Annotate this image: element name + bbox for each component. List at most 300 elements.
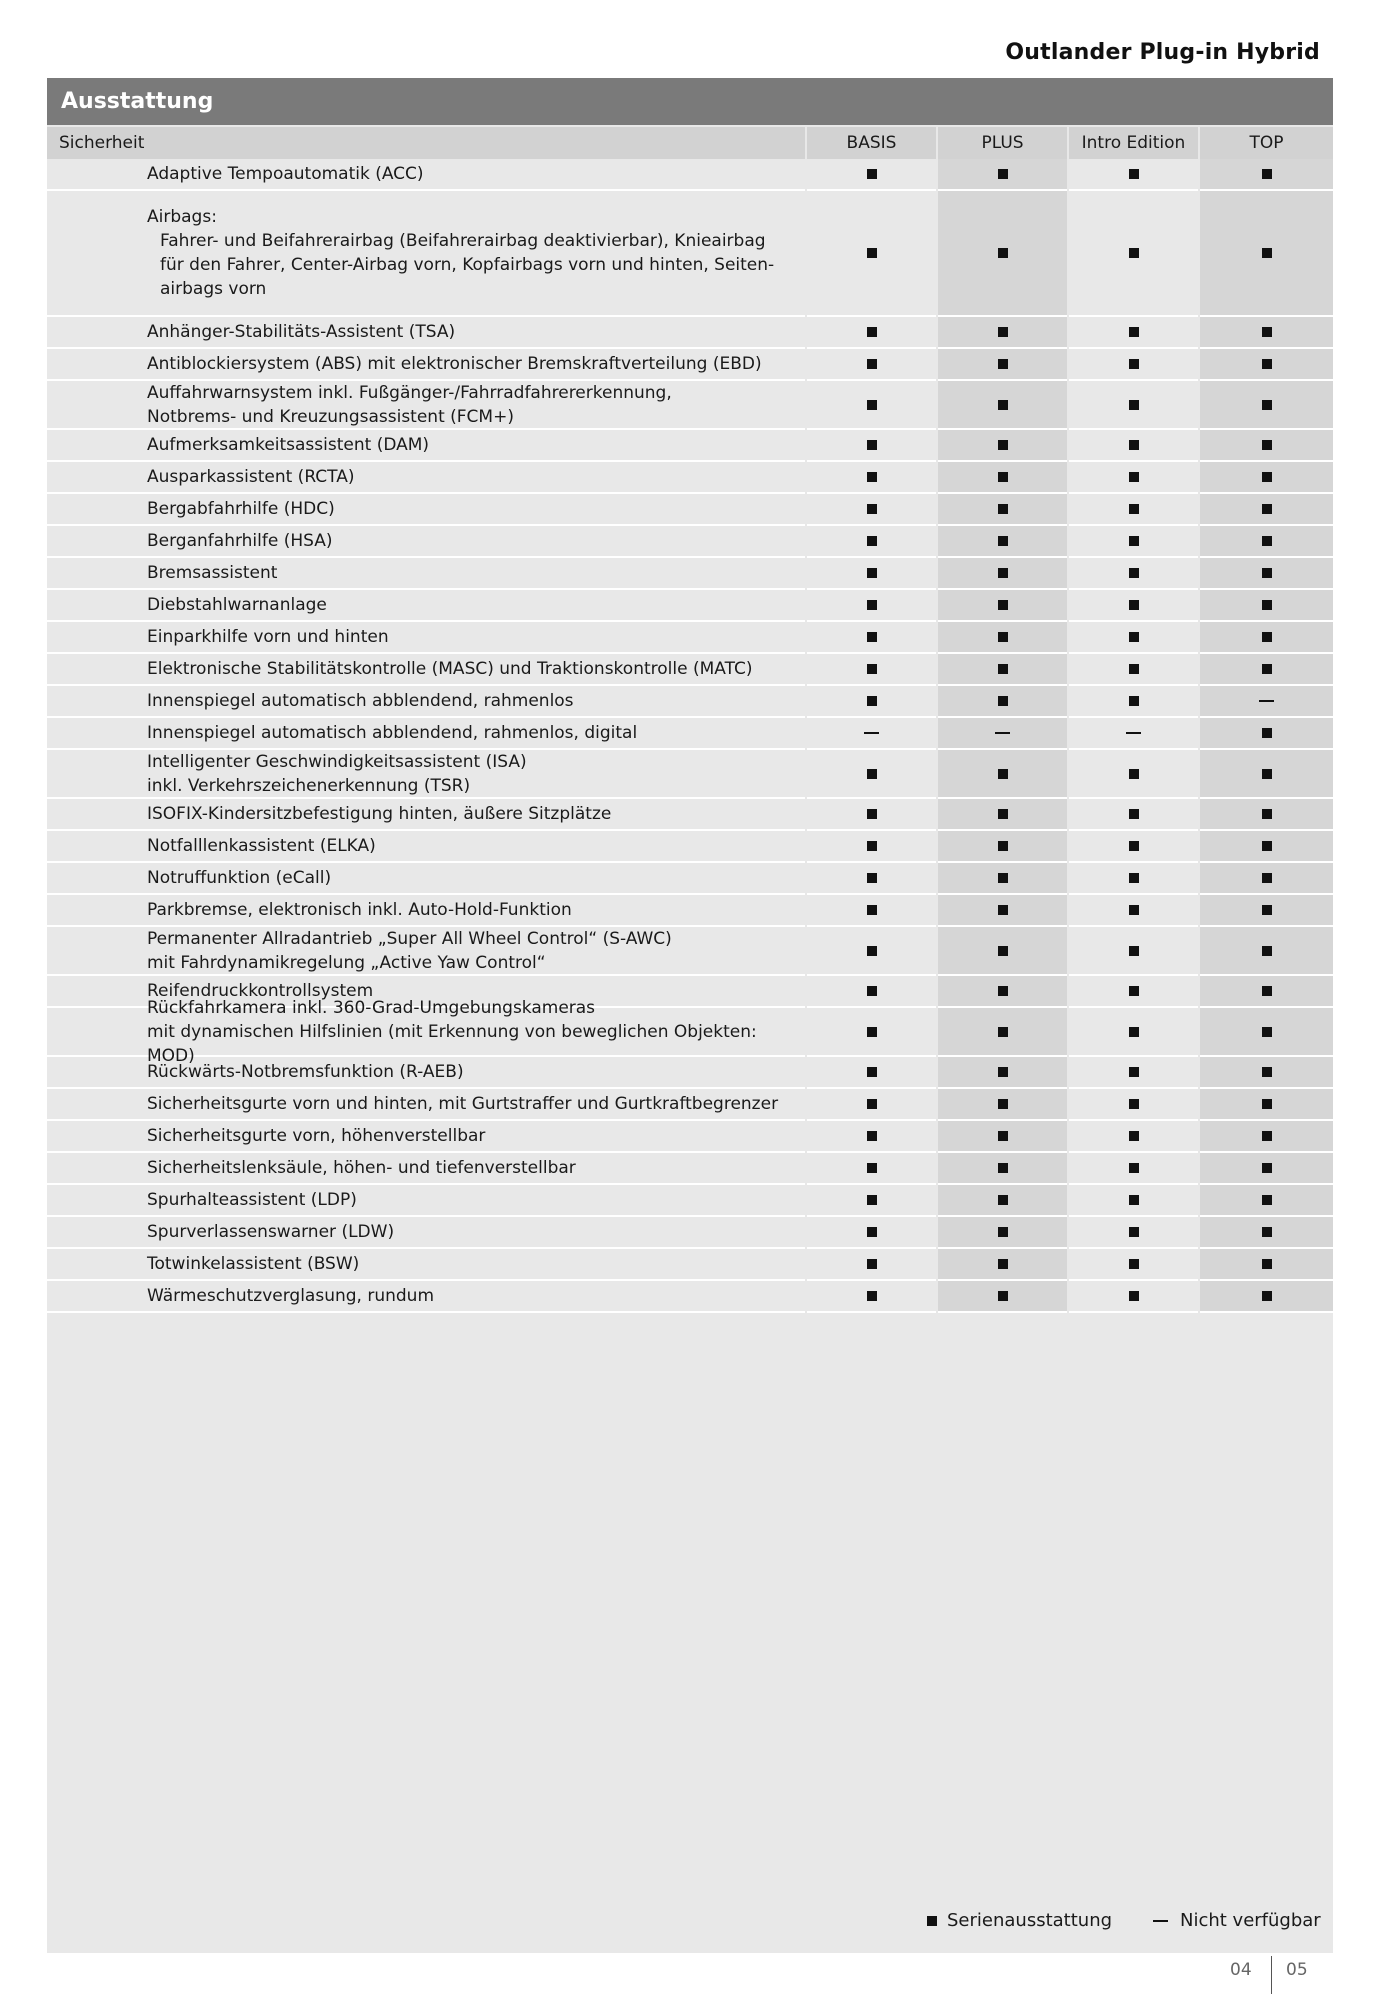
standard-square-icon xyxy=(1129,440,1139,450)
availability-top xyxy=(1200,494,1333,526)
feature-label xyxy=(47,558,805,590)
standard-square-icon xyxy=(867,841,877,851)
table-row xyxy=(47,1281,1333,1313)
standard-square-icon xyxy=(1262,632,1272,642)
standard-square-icon xyxy=(1262,986,1272,996)
standard-square-icon xyxy=(867,1195,877,1205)
table-row xyxy=(47,1057,1333,1089)
availability-basis xyxy=(807,799,936,831)
feature-label xyxy=(47,718,805,750)
feature-label xyxy=(47,831,805,863)
availability-basis xyxy=(807,381,936,430)
table-row xyxy=(47,1217,1333,1249)
availability-top xyxy=(1200,654,1333,686)
standard-square-icon xyxy=(867,327,877,337)
standard-square-icon xyxy=(998,946,1008,956)
availability-plus xyxy=(938,1281,1067,1313)
not-available-dash-icon xyxy=(995,732,1010,734)
availability-basis xyxy=(807,558,936,590)
availability-intro-edition xyxy=(1069,976,1198,1008)
availability-basis xyxy=(807,494,936,526)
standard-square-icon xyxy=(1262,1195,1272,1205)
standard-square-icon xyxy=(998,1131,1008,1141)
standard-square-icon xyxy=(1129,696,1139,706)
table-row xyxy=(47,1089,1333,1121)
feature-label xyxy=(47,430,805,462)
standard-square-icon xyxy=(1262,1099,1272,1109)
availability-basis xyxy=(807,750,936,799)
standard-square-icon xyxy=(998,664,1008,674)
feature-label xyxy=(47,1185,805,1217)
availability-basis xyxy=(807,976,936,1008)
table-row xyxy=(47,799,1333,831)
availability-intro-edition xyxy=(1069,590,1198,622)
availability-top xyxy=(1200,686,1333,718)
standard-square-icon xyxy=(867,632,877,642)
feature-label xyxy=(47,349,805,381)
standard-square-icon xyxy=(998,1099,1008,1109)
column-header-intro-edition: Intro Edition xyxy=(1069,127,1198,159)
feature-text-line: Parkbremse, elektronisch inkl. Auto-Hold-Funktion xyxy=(147,900,572,920)
standard-square-icon xyxy=(867,248,877,258)
availability-basis xyxy=(807,1249,936,1281)
feature-text-line: Aufmerksamkeitsassistent (DAM) xyxy=(147,435,430,455)
availability-plus xyxy=(938,526,1067,558)
feature-label xyxy=(47,927,805,976)
availability-plus xyxy=(938,831,1067,863)
standard-square-icon xyxy=(1262,504,1272,514)
availability-intro-edition xyxy=(1069,159,1198,191)
availability-basis xyxy=(807,654,936,686)
standard-square-icon xyxy=(867,536,877,546)
availability-basis xyxy=(807,349,936,381)
standard-square-icon xyxy=(998,1195,1008,1205)
availability-plus xyxy=(938,590,1067,622)
standard-square-icon xyxy=(1129,536,1139,546)
standard-square-icon xyxy=(1129,946,1139,956)
category-label: Sicherheit xyxy=(47,127,805,159)
availability-plus xyxy=(938,1185,1067,1217)
standard-square-icon xyxy=(867,400,877,410)
feature-label xyxy=(47,686,805,718)
feature-label xyxy=(47,1089,805,1121)
standard-square-icon xyxy=(1129,169,1139,179)
table-row xyxy=(47,1121,1333,1153)
availability-top xyxy=(1200,558,1333,590)
not-available-dash-icon xyxy=(1153,1920,1168,1922)
standard-square-icon xyxy=(1262,1131,1272,1141)
standard-square-icon xyxy=(998,841,1008,851)
standard-square-icon xyxy=(867,472,877,482)
standard-square-icon xyxy=(867,905,877,915)
feature-label xyxy=(47,997,805,1066)
availability-plus xyxy=(938,895,1067,927)
availability-intro-edition xyxy=(1069,526,1198,558)
standard-square-icon xyxy=(998,873,1008,883)
availability-basis xyxy=(807,1121,936,1153)
standard-square-icon xyxy=(867,600,877,610)
legend-not-available-label: Nicht verfügbar xyxy=(1180,1910,1321,1931)
table-row xyxy=(47,349,1333,381)
table-row xyxy=(47,654,1333,686)
feature-label xyxy=(47,317,805,349)
availability-intro-edition xyxy=(1069,1008,1198,1057)
availability-basis xyxy=(807,159,936,191)
availability-top xyxy=(1200,1153,1333,1185)
availability-top xyxy=(1200,462,1333,494)
standard-square-icon xyxy=(867,568,877,578)
standard-square-icon xyxy=(1129,632,1139,642)
standard-square-icon xyxy=(1262,169,1272,179)
feature-text-line: Airbags: xyxy=(147,207,217,227)
availability-intro-edition xyxy=(1069,1057,1198,1089)
availability-basis xyxy=(807,462,936,494)
feature-text-line: Spurverlassenswarner (LDW) xyxy=(147,1222,395,1242)
availability-intro-edition xyxy=(1069,381,1198,430)
standard-square-icon xyxy=(1129,809,1139,819)
standard-square-icon xyxy=(867,1099,877,1109)
table-row xyxy=(47,1185,1333,1217)
feature-text-line: Totwinkelassistent (BSW) xyxy=(147,1254,360,1274)
feature-text-line: Adaptive Tempoautomatik (ACC) xyxy=(147,164,424,184)
standard-square-icon xyxy=(1129,600,1139,610)
standard-square-icon xyxy=(867,1027,877,1037)
availability-intro-edition xyxy=(1069,1185,1198,1217)
standard-square-icon xyxy=(1262,472,1272,482)
standard-square-icon xyxy=(1262,440,1272,450)
availability-top xyxy=(1200,1249,1333,1281)
standard-square-icon xyxy=(1262,1291,1272,1301)
standard-square-icon xyxy=(1129,400,1139,410)
table-row xyxy=(47,1249,1333,1281)
feature-label xyxy=(47,1121,805,1153)
availability-intro-edition xyxy=(1069,799,1198,831)
standard-square-icon xyxy=(927,1916,937,1926)
availability-intro-edition xyxy=(1069,750,1198,799)
feature-label xyxy=(47,1281,805,1313)
feature-text-line: Innenspiegel automatisch abblendend, rahmenlos, digital xyxy=(147,723,638,743)
feature-text-line: Notfalllenkassistent (ELKA) xyxy=(147,836,376,856)
feature-label xyxy=(47,895,805,927)
standard-square-icon xyxy=(867,1163,877,1173)
standard-square-icon xyxy=(998,986,1008,996)
availability-plus xyxy=(938,1153,1067,1185)
availability-basis xyxy=(807,317,936,349)
standard-square-icon xyxy=(867,1291,877,1301)
standard-square-icon xyxy=(998,169,1008,179)
standard-square-icon xyxy=(1129,1259,1139,1269)
availability-top xyxy=(1200,1057,1333,1089)
table-row xyxy=(47,718,1333,750)
standard-square-icon xyxy=(1262,536,1272,546)
availability-plus xyxy=(938,622,1067,654)
availability-intro-edition xyxy=(1069,558,1198,590)
feature-text-line: Einparkhilfe vorn und hinten xyxy=(147,627,389,647)
availability-basis xyxy=(807,1185,936,1217)
column-header-top: TOP xyxy=(1200,127,1333,159)
feature-label xyxy=(47,654,805,686)
table-row xyxy=(47,831,1333,863)
page-number-right: 05 xyxy=(1286,1960,1308,1980)
standard-square-icon xyxy=(998,1027,1008,1037)
feature-label xyxy=(47,750,805,799)
availability-plus xyxy=(938,718,1067,750)
standard-square-icon xyxy=(1129,327,1139,337)
standard-square-icon xyxy=(1129,1067,1139,1077)
table-row xyxy=(47,381,1333,430)
availability-basis xyxy=(807,927,936,976)
feature-text-line: inkl. Verkehrszeichenerkennung (TSR) xyxy=(147,775,471,796)
availability-intro-edition xyxy=(1069,1089,1198,1121)
feature-text-line: Rückwärts-Notbremsfunktion (R-AEB) xyxy=(147,1062,464,1082)
feature-text-line: Reifendruckkontrollsystem xyxy=(147,981,374,1001)
standard-square-icon xyxy=(1262,1259,1272,1269)
page-divider xyxy=(1271,1956,1272,1994)
table-row xyxy=(47,558,1333,590)
availability-top xyxy=(1200,430,1333,462)
availability-intro-edition xyxy=(1069,863,1198,895)
availability-basis xyxy=(807,1089,936,1121)
column-header-plus: PLUS xyxy=(938,127,1067,159)
document-title: Outlander Plug-in Hybrid xyxy=(1005,40,1320,65)
availability-intro-edition xyxy=(1069,686,1198,718)
feature-label xyxy=(47,1249,805,1281)
availability-plus xyxy=(938,1089,1067,1121)
availability-top xyxy=(1200,750,1333,799)
table-row xyxy=(47,997,1333,1066)
standard-square-icon xyxy=(867,1131,877,1141)
feature-text-line: Antiblockiersystem (ABS) mit elektronischer Bremskraftverteilung (EBD) xyxy=(147,354,762,374)
availability-plus xyxy=(938,159,1067,191)
standard-square-icon xyxy=(1262,1163,1272,1173)
standard-square-icon xyxy=(998,769,1008,779)
availability-basis xyxy=(807,686,936,718)
feature-label xyxy=(47,381,805,430)
standard-square-icon xyxy=(1262,600,1272,610)
standard-square-icon xyxy=(998,248,1008,258)
standard-square-icon xyxy=(1129,1227,1139,1237)
standard-square-icon xyxy=(998,472,1008,482)
standard-square-icon xyxy=(998,632,1008,642)
table-row xyxy=(47,686,1333,718)
standard-square-icon xyxy=(1129,504,1139,514)
feature-label xyxy=(47,526,805,558)
feature-text-line: Ausparkassistent (RCTA) xyxy=(147,467,355,487)
standard-square-icon xyxy=(1262,841,1272,851)
availability-basis xyxy=(807,430,936,462)
feature-text-line: Notbrems- und Kreuzungsassistent (FCM+) xyxy=(147,406,514,427)
standard-square-icon xyxy=(867,873,877,883)
availability-top xyxy=(1200,799,1333,831)
availability-plus xyxy=(938,750,1067,799)
availability-top xyxy=(1200,590,1333,622)
availability-basis xyxy=(807,863,936,895)
table-row xyxy=(47,430,1333,462)
availability-top xyxy=(1200,718,1333,750)
standard-square-icon xyxy=(1262,568,1272,578)
standard-square-icon xyxy=(1262,664,1272,674)
not-available-dash-icon xyxy=(864,732,879,734)
standard-square-icon xyxy=(1129,664,1139,674)
table-row xyxy=(47,159,1333,191)
standard-square-icon xyxy=(1262,400,1272,410)
legend-not-available xyxy=(1153,1908,1321,1934)
table-row xyxy=(47,622,1333,654)
standard-square-icon xyxy=(998,536,1008,546)
availability-basis xyxy=(807,622,936,654)
table-row xyxy=(47,462,1333,494)
standard-square-icon xyxy=(867,696,877,706)
feature-label xyxy=(47,494,805,526)
availability-intro-edition xyxy=(1069,462,1198,494)
feature-label xyxy=(47,1217,805,1249)
feature-text-line: ISOFIX-Kindersitzbefestigung hinten, äußere Sitzplätze xyxy=(147,804,612,824)
standard-square-icon xyxy=(1262,809,1272,819)
standard-square-icon xyxy=(1129,1131,1139,1141)
availability-plus xyxy=(938,558,1067,590)
table-row xyxy=(47,1153,1333,1185)
availability-intro-edition xyxy=(1069,895,1198,927)
availability-plus xyxy=(938,863,1067,895)
availability-plus xyxy=(938,976,1067,1008)
standard-square-icon xyxy=(1129,1163,1139,1173)
page-number-left: 04 xyxy=(1230,1960,1252,1980)
standard-square-icon xyxy=(1129,1027,1139,1037)
standard-square-icon xyxy=(1129,986,1139,996)
standard-square-icon xyxy=(998,1291,1008,1301)
standard-square-icon xyxy=(867,986,877,996)
feature-text-line: Auffahrwarnsystem inkl. Fußgänger-/Fahrradfahrererkennung, xyxy=(147,382,672,403)
table-row xyxy=(47,317,1333,349)
availability-top xyxy=(1200,1185,1333,1217)
table-row xyxy=(47,590,1333,622)
standard-square-icon xyxy=(998,905,1008,915)
standard-square-icon xyxy=(998,400,1008,410)
availability-top xyxy=(1200,1217,1333,1249)
standard-square-icon xyxy=(867,769,877,779)
availability-basis xyxy=(807,1153,936,1185)
standard-square-icon xyxy=(998,809,1008,819)
availability-intro-edition xyxy=(1069,1121,1198,1153)
availability-plus xyxy=(938,191,1067,317)
availability-basis xyxy=(807,831,936,863)
table-row xyxy=(47,895,1333,927)
standard-square-icon xyxy=(1129,1195,1139,1205)
availability-plus xyxy=(938,1057,1067,1089)
availability-top xyxy=(1200,317,1333,349)
availability-top xyxy=(1200,349,1333,381)
legend-standard-label: Serienausstattung xyxy=(947,1910,1113,1931)
feature-label xyxy=(47,159,805,191)
feature-text-line: Intelligenter Geschwindigkeitsassistent (ISA) xyxy=(147,751,527,772)
standard-square-icon xyxy=(867,169,877,179)
table-row xyxy=(47,863,1333,895)
feature-text-line: mit dynamischen Hilfslinien (mit Erkennung von beweglichen Objekten: MOD) xyxy=(147,1021,757,1066)
availability-intro-edition xyxy=(1069,494,1198,526)
table-row xyxy=(47,494,1333,526)
availability-top xyxy=(1200,1281,1333,1313)
availability-intro-edition xyxy=(1069,1249,1198,1281)
availability-basis xyxy=(807,590,936,622)
section-header: Ausstattung xyxy=(47,78,1333,125)
feature-text-line: Bremsassistent xyxy=(147,563,278,583)
standard-square-icon xyxy=(1262,946,1272,956)
legend-standard xyxy=(927,1908,1112,1934)
availability-intro-edition xyxy=(1069,191,1198,317)
availability-basis xyxy=(807,1057,936,1089)
standard-square-icon xyxy=(998,359,1008,369)
standard-square-icon xyxy=(1262,1227,1272,1237)
feature-label xyxy=(47,191,805,317)
availability-intro-edition xyxy=(1069,927,1198,976)
standard-square-icon xyxy=(867,1259,877,1269)
not-available-dash-icon xyxy=(1259,700,1274,702)
not-available-dash-icon xyxy=(1126,732,1141,734)
availability-top xyxy=(1200,895,1333,927)
availability-plus xyxy=(938,349,1067,381)
feature-text-line: Berganfahrhilfe (HSA) xyxy=(147,531,333,551)
availability-intro-edition xyxy=(1069,430,1198,462)
standard-square-icon xyxy=(867,946,877,956)
availability-plus xyxy=(938,1249,1067,1281)
table-row xyxy=(47,526,1333,558)
availability-top xyxy=(1200,159,1333,191)
availability-basis xyxy=(807,1217,936,1249)
standard-square-icon xyxy=(998,1227,1008,1237)
standard-square-icon xyxy=(998,600,1008,610)
standard-square-icon xyxy=(1129,905,1139,915)
standard-square-icon xyxy=(1262,873,1272,883)
feature-text-line: Permanenter Allradantrieb „Super All Wheel Control“ (S-AWC) xyxy=(147,928,672,949)
standard-square-icon xyxy=(998,696,1008,706)
availability-basis xyxy=(807,191,936,317)
standard-square-icon xyxy=(998,1259,1008,1269)
standard-square-icon xyxy=(1129,248,1139,258)
standard-square-icon xyxy=(867,359,877,369)
feature-text-line: Rückfahrkamera inkl. 360-Grad-Umgebungskameras xyxy=(147,997,596,1018)
standard-square-icon xyxy=(998,440,1008,450)
availability-top xyxy=(1200,1008,1333,1057)
feature-text-line: Wärmeschutzverglasung, rundum xyxy=(147,1286,434,1306)
standard-square-icon xyxy=(1129,769,1139,779)
standard-square-icon xyxy=(1262,359,1272,369)
standard-square-icon xyxy=(1262,1027,1272,1037)
availability-basis xyxy=(807,1281,936,1313)
standard-square-icon xyxy=(867,440,877,450)
standard-square-icon xyxy=(1262,728,1272,738)
standard-square-icon xyxy=(867,1227,877,1237)
standard-square-icon xyxy=(1129,873,1139,883)
feature-text-line: Bergabfahrhilfe (HDC) xyxy=(147,499,335,519)
feature-label xyxy=(47,590,805,622)
feature-text-line: Diebstahlwarnanlage xyxy=(147,595,327,615)
availability-intro-edition xyxy=(1069,718,1198,750)
availability-intro-edition xyxy=(1069,349,1198,381)
standard-square-icon xyxy=(998,504,1008,514)
feature-text-line: Sicherheitsgurte vorn, höhenverstellbar xyxy=(147,1126,486,1146)
table-row xyxy=(47,750,1333,799)
standard-square-icon xyxy=(867,1067,877,1077)
availability-top xyxy=(1200,863,1333,895)
feature-text-line: Sicherheitslenksäule, höhen- und tiefenverstellbar xyxy=(147,1158,576,1178)
standard-square-icon xyxy=(867,504,877,514)
standard-square-icon xyxy=(1129,1099,1139,1109)
availability-intro-edition xyxy=(1069,654,1198,686)
table-row xyxy=(47,927,1333,976)
standard-square-icon xyxy=(998,1163,1008,1173)
availability-basis xyxy=(807,895,936,927)
standard-square-icon xyxy=(1129,1291,1139,1301)
